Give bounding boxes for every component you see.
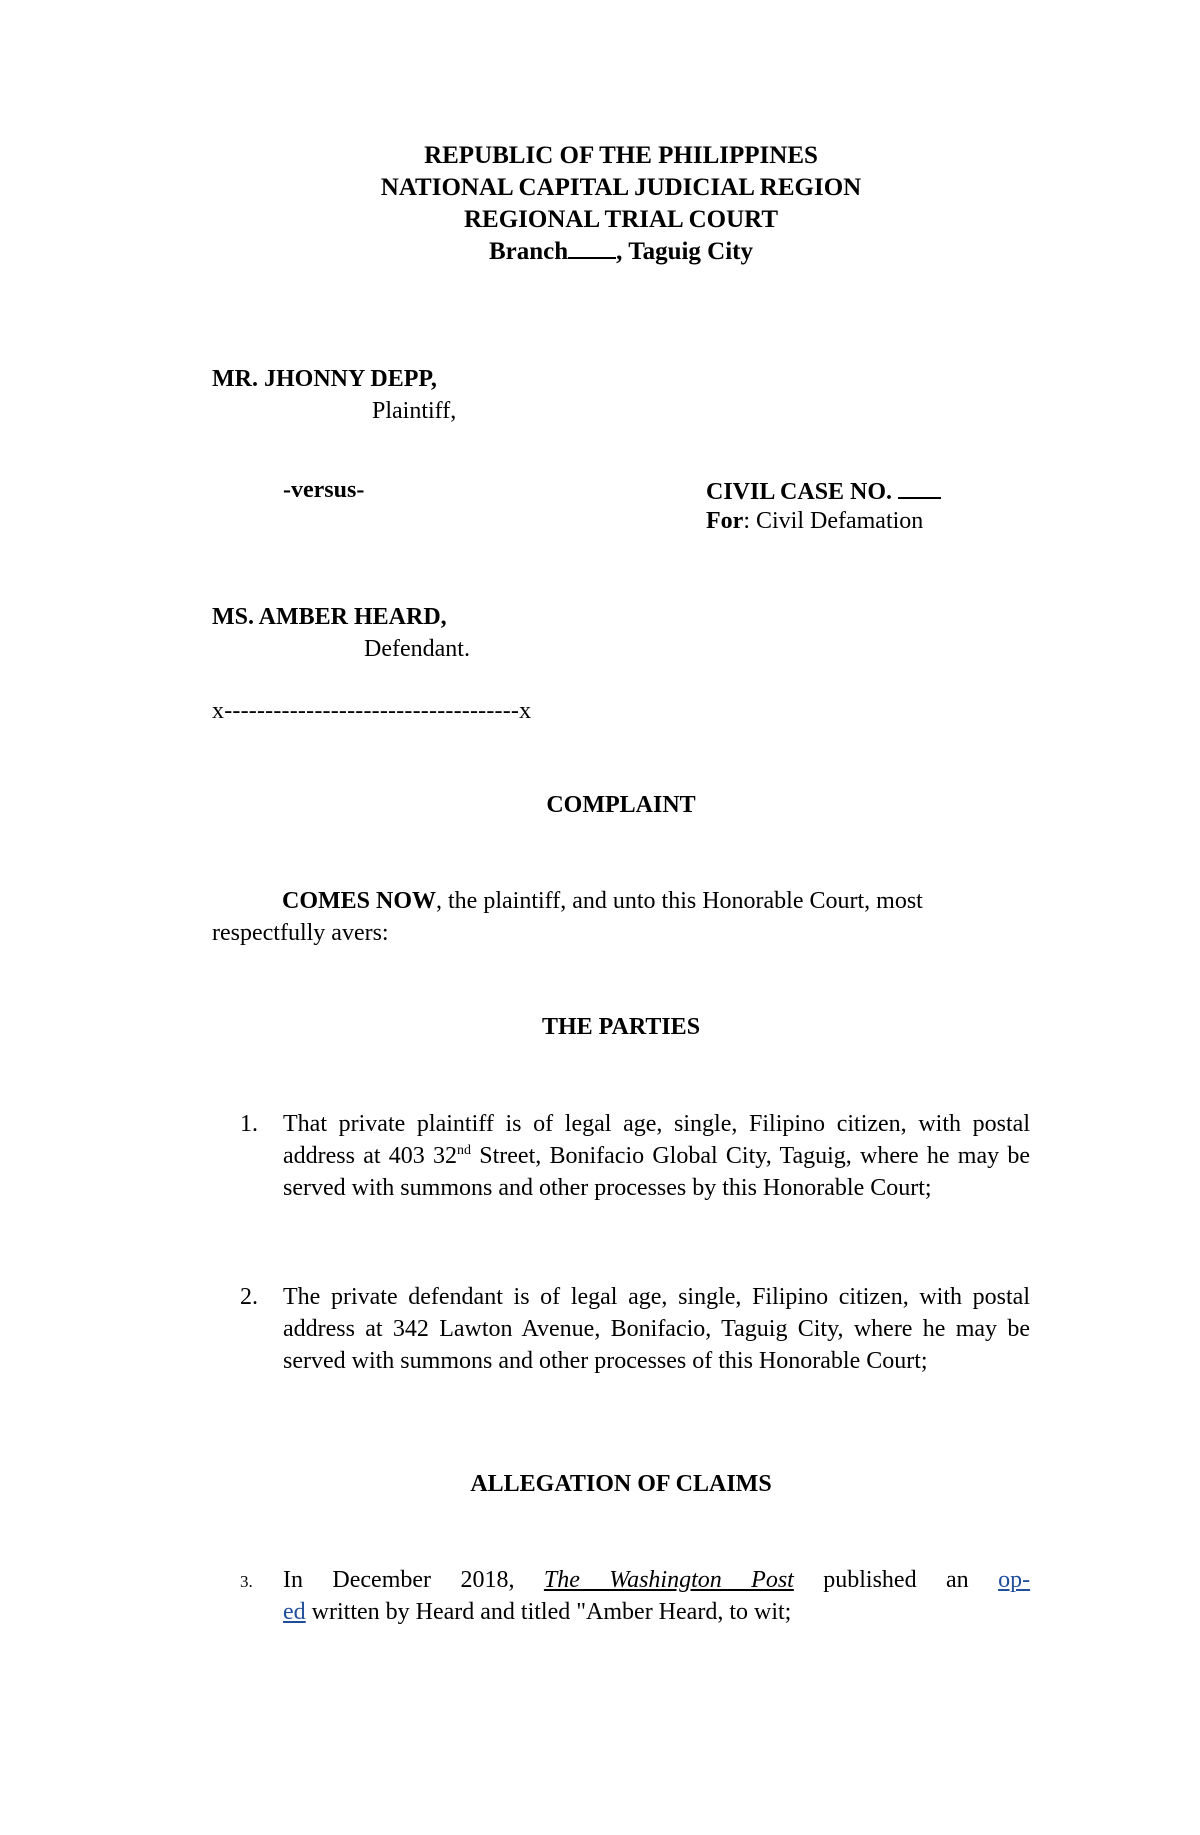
op-ed-link-continued[interactable]: ed [283, 1599, 306, 1625]
caption-court: REGIONAL TRIAL COURT [463, 206, 778, 233]
item3-line2: ed written by Heard and titled "Amber Heard, to wit; [283, 1599, 792, 1625]
item-number: 1. [240, 1111, 258, 1137]
section-claims-heading: ALLEGATION OF CLAIMS [470, 1471, 772, 1497]
caption-branch: Branch , Taguig City [488, 238, 754, 265]
item-text: That private plaintiff is of legal age, single, Filipino citizen, with postal address at 403 32nd Street, Bonifacio Global City, Taguig, where he may be served with summons and other processes by this Honorable Court; [283, 1111, 1030, 1201]
publication-name: The Washington Post [543, 1567, 794, 1593]
intro-paragraph [212, 885, 1030, 949]
plaintiff-role: Plaintiff, [372, 398, 457, 424]
item-number: 2. [240, 1284, 258, 1310]
defendant-role: Defendant. [364, 636, 470, 662]
case-nature: For: Civil Defamation [706, 508, 924, 534]
item-text: The private defendant is of legal age, single, Filipino citizen, with postal address at 342 Lawton Avenue, Bonifacio, Taguig City, where he may be served with summons and other processes of this Honorable Court; [283, 1284, 1030, 1374]
court-caption [0, 140, 1200, 268]
versus-label: -versus- [283, 477, 365, 503]
list-item [240, 1108, 1030, 1204]
list-item [240, 1564, 1030, 1628]
document-title: COMPLAINT [546, 792, 696, 818]
item-number: 3. [240, 1572, 253, 1591]
item-text [283, 1564, 1030, 1628]
defendant-name: MS. AMBER HEARD, [212, 604, 447, 630]
item3-line1: In December 2018, The Washington Post published an op- [283, 1567, 1031, 1593]
branch-blank [568, 237, 616, 259]
plaintiff-name: MR. JHONNY DEPP, [212, 366, 437, 392]
intro-line1: COMES NOW, the plaintiff, and unto this Honorable Court, most [282, 888, 923, 914]
intro-line2: respectfully avers: [212, 920, 389, 946]
case-number: CIVIL CASE NO. [706, 477, 941, 506]
list-item [240, 1281, 1030, 1377]
caption-republic: REPUBLIC OF THE PHILIPPINES [424, 142, 818, 169]
op-ed-link[interactable]: op- [998, 1567, 1031, 1593]
caption-separator: x------------------------------------x [212, 698, 532, 724]
case-number-blank [898, 477, 941, 499]
section-parties-heading: THE PARTIES [541, 1014, 701, 1040]
caption-region: NATIONAL CAPITAL JUDICIAL REGION [380, 174, 862, 201]
